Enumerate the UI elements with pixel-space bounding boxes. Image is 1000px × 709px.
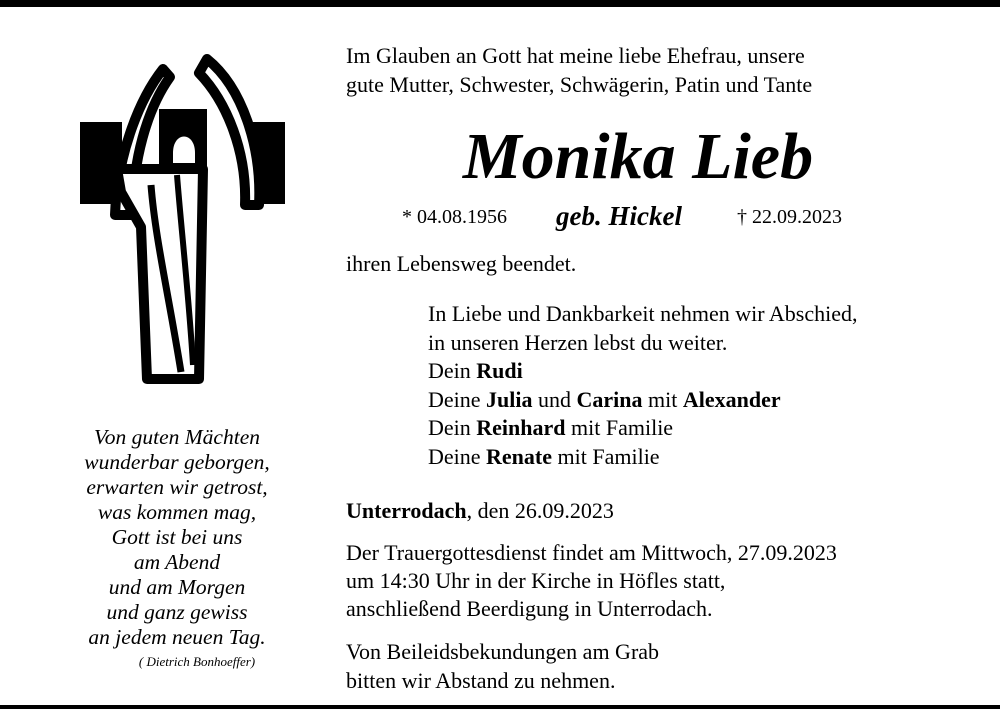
mourner-name: Rudi — [476, 358, 523, 383]
mourner-name: Renate — [486, 443, 553, 469]
mourner-connector: mit — [642, 386, 683, 412]
condolences-line: bitten wir Abstand zu nehmen. — [346, 668, 616, 693]
quote-line: wunderbar geborgen, — [84, 450, 270, 474]
mourner-line — [428, 414, 857, 443]
service-info — [346, 539, 837, 623]
mourner-connector: und — [532, 386, 577, 412]
mourner-prefix: Dein — [428, 415, 477, 440]
farewell-line: In Liebe und Dankbarkeit nehmen wir Abschied, — [428, 301, 858, 326]
mourner-line — [428, 357, 857, 386]
notice-date: , den 26.09.2023 — [466, 498, 614, 523]
quote-line: Gott ist bei uns — [111, 525, 243, 549]
intro-line-1: Im Glauben an Gott hat meine liebe Ehefrau, unsere — [346, 43, 805, 68]
mourner-name: Carina — [576, 386, 643, 412]
service-line: um 14:30 Uhr in der Kirche in Höfles statt, — [346, 568, 726, 593]
birth-name: geb. Hickel — [556, 201, 682, 231]
mourner-name: Reinhard — [476, 415, 566, 440]
mourner-name: Alexander — [682, 386, 781, 412]
service-line: anschließend Beerdigung in Unterrodach. — [346, 596, 713, 621]
cross-with-figure-icon — [77, 47, 287, 387]
mourner-suffix: mit Familie — [552, 443, 660, 469]
deceased-name: Monika Lieb — [462, 120, 814, 193]
farewell-block — [428, 300, 857, 471]
quote-line: und ganz gewiss — [106, 600, 248, 624]
quote-line: am Abend — [133, 550, 221, 574]
farewell-line: in unseren Herzen lebst du weiter. — [428, 329, 728, 355]
birth-date: * 04.08.1956 — [402, 206, 507, 228]
condolences-line: Von Beileidsbekundungen am Grab — [346, 639, 660, 664]
quote-author: ( Dietrich Bonhoeffer) — [138, 654, 256, 669]
condolences-note — [346, 637, 659, 695]
closing-phrase: ihren Lebensweg beendet. — [346, 251, 577, 276]
quote-line: an jedem neuen Tag. — [88, 625, 266, 649]
service-line: Der Trauergottesdienst findet am Mittwoch, 27.09.2023 — [346, 540, 837, 565]
quote-line: Von guten Mächten — [94, 425, 260, 449]
intro-line-2: gute Mutter, Schwester, Schwägerin, Patin und Tante — [346, 72, 813, 97]
quote-line: und am Morgen — [108, 575, 246, 599]
mourner-name: Julia — [486, 386, 533, 412]
mourner-suffix: mit Familie — [565, 415, 674, 440]
mourner-prefix: Dein — [428, 358, 477, 383]
mourner-prefix: Deine — [428, 386, 487, 412]
place-date — [346, 498, 614, 524]
mourner-prefix: Deine — [428, 443, 487, 469]
quote-line: was kommen mag, — [97, 500, 257, 524]
mourner-line — [428, 443, 857, 472]
quote-line: erwarten wir getrost, — [86, 475, 268, 499]
mourner-line — [428, 386, 857, 415]
death-date: † 22.09.2023 — [737, 206, 842, 228]
bonhoeffer-quote — [62, 425, 292, 671]
place-name: Unterrodach — [346, 498, 467, 523]
